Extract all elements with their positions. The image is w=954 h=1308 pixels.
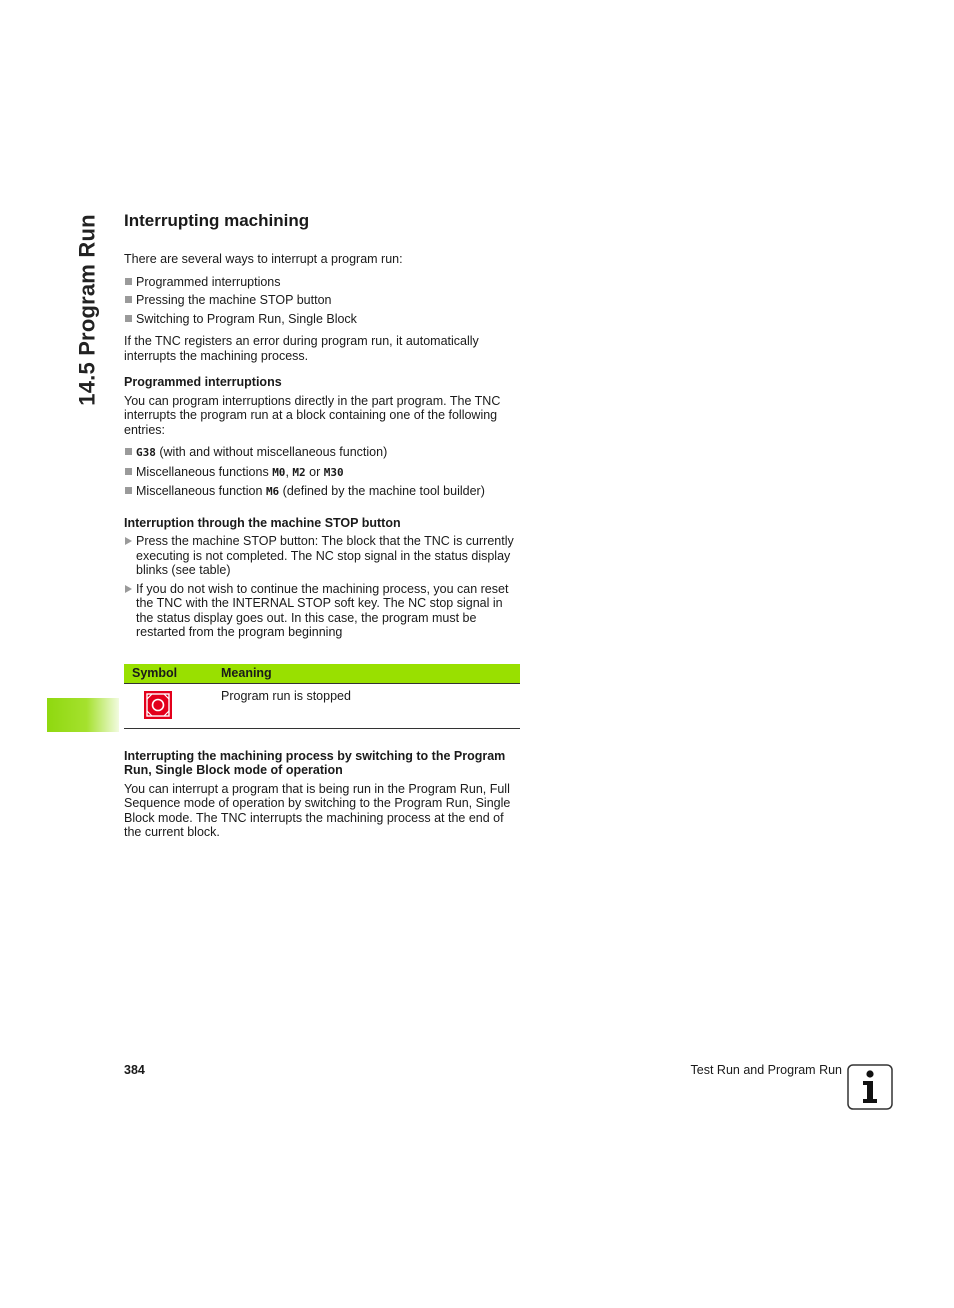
section-heading: Interrupting machining [124,211,310,230]
side-chapter-title-text: 14.5 Program Run [75,214,101,406]
stop-button-heading: Interruption through the machine STOP button [124,515,401,530]
main-content [124,210,520,848]
code-g38: G38 [136,446,156,459]
table-cell-meaning: Program run is stopped [213,683,520,728]
page-number: 384 [124,1063,145,1077]
ways-list [124,275,520,327]
list-item [124,465,520,481]
symbol-table [124,664,520,729]
list-item: Press the machine STOP button: The block that the TNC is currently executing is not completed. The NC stop signal in the status display blinks (see table) [124,534,520,578]
code-m6: M6 [265,485,280,498]
list-item: Switching to Program Run, Single Block [124,312,520,327]
list-item-text: or [305,464,324,479]
list-item-text: (defined by the machine tool builder) [279,484,485,498]
footer-chapter-title: Test Run and Program Run [690,1063,842,1077]
chapter-tab-marker [47,698,119,732]
list-item: Programmed interruptions [124,275,520,290]
list-item: If you do not wish to continue the machining process, you can reset the TNC with the INTERNAL STOP soft key. The NC stop signal in the status display goes out. In this case, the program must be restarted from the program beginning [124,582,520,640]
list-item [124,484,520,500]
nc-stop-icon [144,691,172,719]
single-block-text: You can interrupt a program that is being run in the Program Run, Full Sequence mode of operation by switching to the Program Run, Single Block mode. The TNC interrupts the machining process at the end of the current block. [124,781,511,839]
programmed-list [124,445,520,500]
error-note: If the TNC registers an error during program run, it automatically interrupts the machining process. [124,334,479,363]
code-m2: M2 [292,465,306,479]
list-item-text: , [285,464,293,479]
table-row [124,683,520,728]
programmed-heading: Programmed interruptions [124,375,282,389]
info-icon [847,1064,893,1110]
code-m30: M30 [323,465,344,479]
code-m0: M0 [272,465,286,479]
table-cell-symbol [124,683,213,728]
list-item: Pressing the machine STOP button [124,293,520,308]
list-item-text: (with and without miscellaneous function) [155,445,388,459]
stop-steps-list [124,534,520,640]
programmed-text: You can program interruptions directly in the part program. The TNC interrupts the program run at a block containing one of the following entries: [124,393,501,437]
intro-text: There are several ways to interrupt a program run: [124,252,403,266]
side-chapter-title [68,215,108,405]
list-item-text: Miscellaneous function [136,484,266,498]
single-block-heading: Interrupting the machining process by switching to the Program Run, Single Block mode of operation [124,748,506,777]
list-item-text: Miscellaneous functions [136,464,273,479]
list-item [124,445,520,461]
table-header-symbol: Symbol [124,664,213,684]
table-header-meaning: Meaning [213,664,520,684]
